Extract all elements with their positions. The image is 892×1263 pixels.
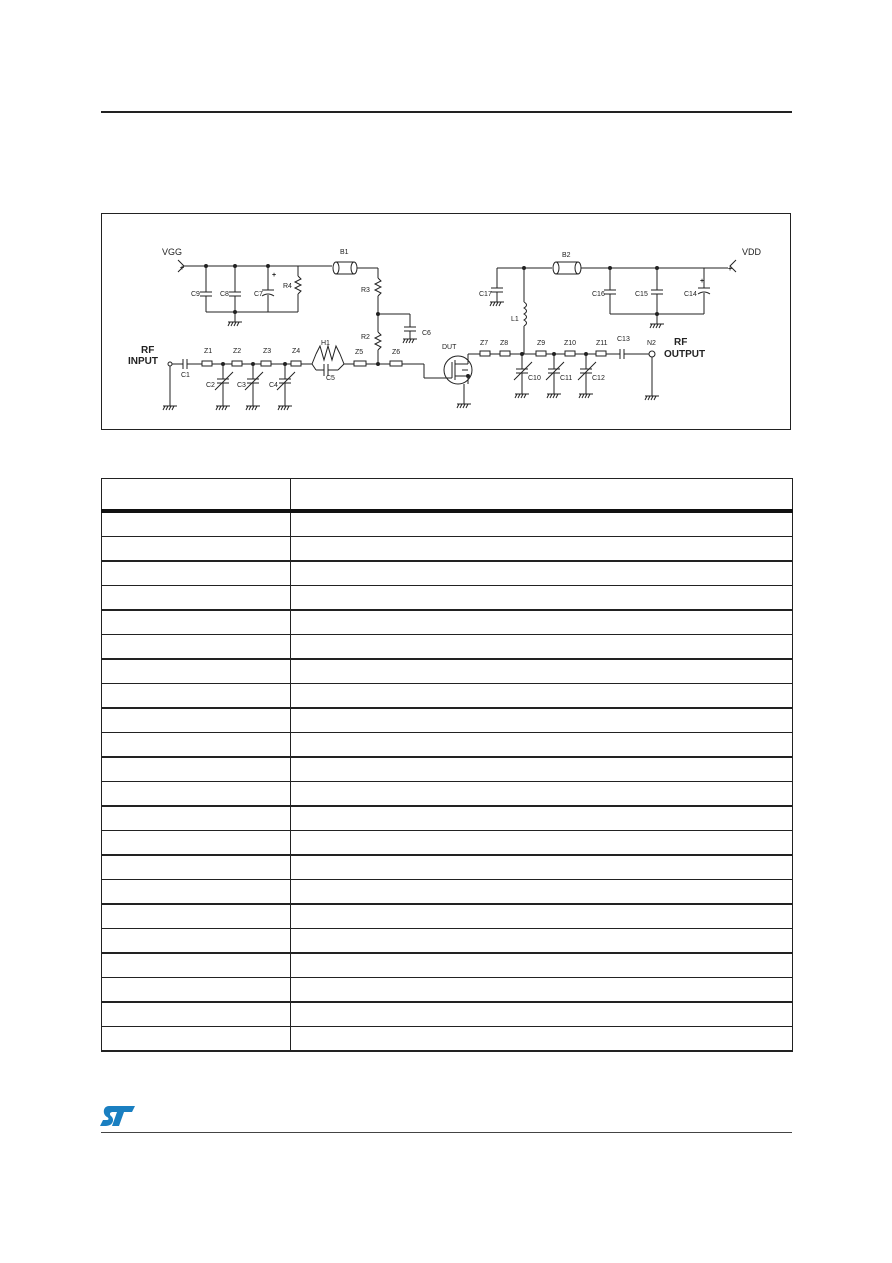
table-row (102, 537, 793, 562)
label-c16: C16 (592, 291, 605, 298)
table-row (102, 757, 793, 782)
label-l1: L1 (511, 316, 519, 323)
component-table (101, 478, 793, 1052)
label-c17: C17 (479, 291, 492, 298)
table-cell (102, 953, 291, 978)
label-rf-output-1: RF (674, 337, 688, 348)
table-row (102, 684, 793, 709)
table-cell (102, 855, 291, 880)
svg-text:+: + (728, 266, 733, 273)
label-c2: C2 (206, 382, 215, 389)
table-cell (291, 511, 793, 537)
table-cell (102, 635, 291, 660)
table-cell (291, 586, 793, 611)
table-cell (102, 782, 291, 807)
label-z10: Z10 (564, 340, 577, 347)
label-dut: DUT (442, 344, 457, 351)
table-cell (291, 1002, 793, 1027)
table-cell (102, 708, 291, 733)
label-c13: C13 (617, 336, 630, 343)
table-cell (102, 511, 291, 537)
label-c8: C8 (220, 291, 229, 298)
label-c3: C3 (237, 382, 246, 389)
label-z1: Z1 (204, 348, 213, 355)
label-c5: C5 (326, 375, 335, 382)
table-row (102, 806, 793, 831)
table-row (102, 586, 793, 611)
table-cell (291, 537, 793, 562)
table-cell (291, 1027, 793, 1052)
table-cell (291, 880, 793, 905)
label-c7: C7 (254, 291, 263, 298)
table-cell (102, 561, 291, 586)
table-cell (291, 757, 793, 782)
label-z3: Z3 (263, 348, 272, 355)
table-cell (102, 1002, 291, 1027)
table-row (102, 831, 793, 856)
label-c12: C12 (592, 375, 605, 382)
table-cell (102, 904, 291, 929)
table-cell (102, 757, 291, 782)
label-c6: C6 (422, 330, 431, 337)
table-cell (291, 831, 793, 856)
table-cell (291, 708, 793, 733)
label-h1: H1 (321, 340, 330, 347)
table-row (102, 929, 793, 954)
table-row (102, 978, 793, 1003)
table-cell (102, 806, 291, 831)
label-r4: R4 (283, 283, 292, 290)
header-rule (101, 111, 792, 113)
label-b1: B1 (340, 249, 349, 256)
table-row (102, 561, 793, 586)
table-cell (291, 610, 793, 635)
table-cell (291, 684, 793, 709)
table-cell (102, 659, 291, 684)
table-cell (291, 806, 793, 831)
table-cell (291, 978, 793, 1003)
label-z7: Z7 (480, 340, 489, 347)
table-cell (291, 561, 793, 586)
label-c11: C11 (560, 375, 573, 382)
table-cell (291, 635, 793, 660)
label-n2: N2 (647, 340, 656, 347)
label-r3: R3 (361, 287, 370, 294)
table-cell (291, 953, 793, 978)
table-row (102, 659, 793, 684)
label-z5: Z5 (355, 349, 364, 356)
svg-text:+: + (272, 272, 277, 279)
table-row (102, 610, 793, 635)
label-rf-input-2: INPUT (128, 356, 158, 367)
label-c4: C4 (269, 382, 278, 389)
label-c1: C1 (181, 372, 190, 379)
table-row (102, 782, 793, 807)
table-cell (291, 855, 793, 880)
label-c10: C10 (528, 375, 541, 382)
schematic-drawing (102, 214, 791, 430)
label-z4: Z4 (292, 348, 301, 355)
table-cell (291, 782, 793, 807)
svg-text:+: + (700, 278, 705, 285)
table-cell (102, 733, 291, 758)
table-row (102, 880, 793, 905)
table-cell (102, 610, 291, 635)
label-c9: C9 (191, 291, 200, 298)
label-z6: Z6 (392, 349, 401, 356)
table-cell (102, 586, 291, 611)
table-cell (102, 537, 291, 562)
label-z8: Z8 (500, 340, 509, 347)
label-r2: R2 (361, 334, 370, 341)
label-rf-input-1: RF (141, 345, 155, 356)
label-c14: C14 (684, 291, 697, 298)
table-cell (102, 929, 291, 954)
table-cell (291, 929, 793, 954)
table-row (102, 953, 793, 978)
table-cell (291, 904, 793, 929)
table-cell (102, 978, 291, 1003)
label-b2: B2 (562, 252, 571, 259)
table-row (102, 511, 793, 537)
table-cell (102, 880, 291, 905)
table-row (102, 635, 793, 660)
table-header-row (102, 479, 793, 512)
table-header-cell (102, 479, 291, 512)
label-vgg: VGG (162, 247, 183, 257)
table-row (102, 855, 793, 880)
table-header-cell (291, 479, 793, 512)
table-row (102, 904, 793, 929)
table-cell (291, 733, 793, 758)
table-row (102, 1002, 793, 1027)
table-row (102, 733, 793, 758)
table-row (102, 708, 793, 733)
table-cell (102, 1027, 291, 1052)
label-z9: Z9 (537, 340, 546, 347)
label-vdd: VDD (742, 247, 762, 257)
label-z2: Z2 (233, 348, 242, 355)
table-row (102, 1027, 793, 1052)
svg-text:+: + (180, 265, 185, 272)
st-logo-icon (99, 1104, 137, 1128)
table-cell (102, 684, 291, 709)
label-rf-output-2: OUTPUT (664, 349, 706, 360)
table-cell (291, 659, 793, 684)
label-z11: Z11 (596, 340, 608, 347)
circuit-schematic (101, 213, 791, 430)
table-cell (102, 831, 291, 856)
footer-rule (101, 1132, 792, 1133)
label-c15: C15 (635, 291, 648, 298)
